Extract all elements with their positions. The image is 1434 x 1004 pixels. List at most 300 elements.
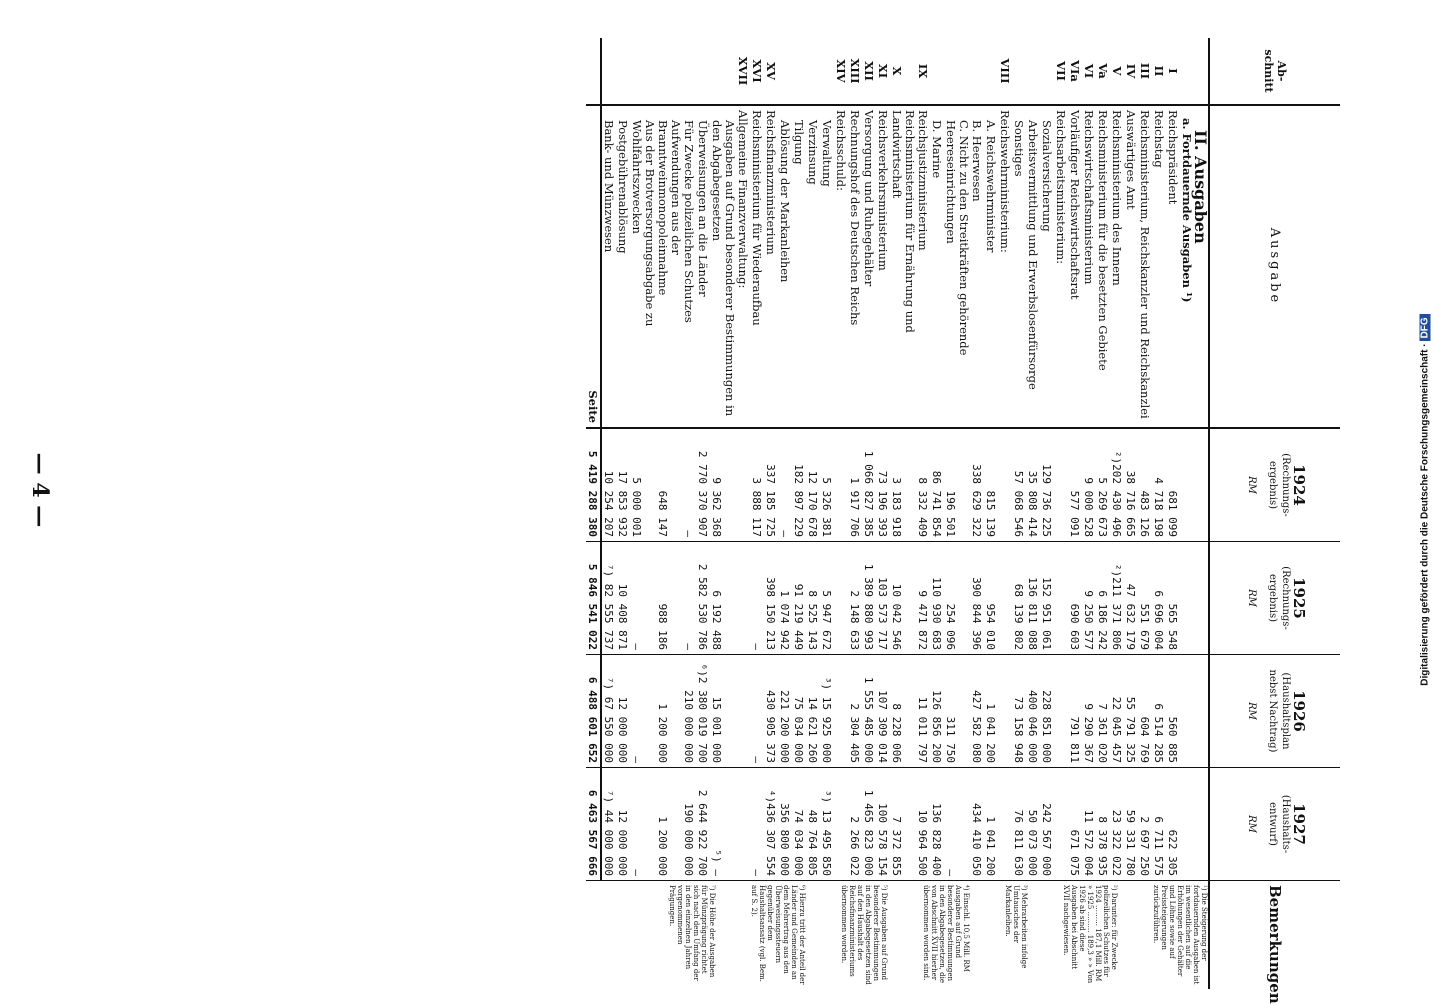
value-1927 — [736, 768, 750, 881]
row-description: Rechnungshof des Deutschen Reichs — [848, 105, 862, 428]
value-1924: 17 853 932 — [616, 428, 630, 542]
total-1926: 6 488 601 652 — [586, 655, 601, 768]
row-description: Auswärtiges Amt — [1124, 105, 1138, 428]
value-1926: 6 514 285 — [1152, 655, 1166, 768]
value-1924: 9 362 368 — [710, 428, 736, 542]
value-1926: 1 200 000 — [656, 655, 682, 768]
value-1924: 5 000 001 — [630, 428, 656, 542]
value-1924: 681 099 — [1166, 428, 1180, 542]
row-description: Reichsministerium, Reichskanzler und Reichskanzlei — [1138, 105, 1152, 428]
value-1924: 815 139 — [984, 428, 998, 542]
row-description: Sonstiges — [1012, 105, 1026, 428]
value-1926 — [998, 655, 1012, 768]
value-1925: ⁷) 82 555 737 — [601, 542, 616, 655]
section-number: VIII — [998, 38, 1012, 105]
value-1927: 11 572 004 — [1082, 768, 1096, 881]
row-description: B. Heerwesen — [970, 105, 984, 428]
value-1925: 9 250 577 — [1082, 542, 1096, 655]
row-description: Reichsministerium des Innern — [1110, 105, 1124, 428]
value-1926: ⁶)2 380 019 700 — [696, 655, 710, 768]
row-description: Reichswirtschaftsministerium — [1082, 105, 1096, 428]
value-1925: 47 632 179 — [1124, 542, 1138, 655]
value-1925 — [736, 542, 750, 655]
row-description: Reichstag — [1152, 105, 1166, 428]
table-row — [970, 38, 984, 989]
value-1926: 55 791 325 — [1124, 655, 1138, 768]
unit-1925: RM — [1246, 589, 1257, 607]
table-row — [696, 38, 710, 989]
value-1925 — [1054, 542, 1068, 655]
table-row — [820, 38, 834, 989]
value-1927: 8 378 935 — [1096, 768, 1110, 881]
value-1926: 8 228 006 — [890, 655, 916, 768]
section-number: III — [1138, 38, 1152, 105]
table-row — [682, 38, 696, 989]
value-1924: 5 326 381 — [820, 428, 834, 542]
header-1927 — [1209, 768, 1340, 881]
total-1925: 5 846 541 022 — [586, 542, 601, 655]
value-1927: 48 764 805 — [806, 768, 820, 881]
value-1925 — [834, 542, 848, 655]
section-number: XIV — [834, 38, 848, 105]
row-description: Reichswehrministerium: — [998, 105, 1012, 428]
table-row — [630, 38, 656, 989]
section-number: VI — [1082, 38, 1096, 105]
section-number — [682, 38, 696, 105]
value-1927 — [834, 768, 848, 881]
row-description: Verzinsung — [806, 105, 820, 428]
value-1927: 74 034 000 — [792, 768, 806, 881]
table-row — [998, 38, 1012, 989]
header-description: Ausgabe — [1209, 105, 1340, 428]
table-row — [876, 38, 890, 989]
footnote: ⁶) Hierzu tritt der Anteil der Länder und Gemeinden an dem Mehrertrag aus den Überweisungssteuern gegenüber dem Haushaltsansatz (vgl. Bem. auf S. 2). — [750, 885, 806, 985]
total-section — [586, 38, 601, 105]
row-description: Reichsministerium für die besetzten Gebiete — [1096, 105, 1110, 428]
value-1924: 3 183 918 — [890, 428, 916, 542]
footnote: ³) Mehrarbeiten infolge Umtausches der Markanleihen. — [1004, 885, 1028, 969]
value-1924: 5 269 673 — [1096, 428, 1110, 542]
value-1925: 1 074 942 — [778, 542, 792, 655]
value-1925: — — [630, 542, 656, 655]
section-number — [1040, 38, 1054, 105]
value-1926 — [736, 655, 750, 768]
table-row — [764, 38, 778, 989]
year-1926: 1926 — [1290, 690, 1308, 732]
value-1925: 103 573 717 — [876, 542, 890, 655]
row-description: A. Reichswehrminister — [984, 105, 998, 428]
table-row — [601, 38, 616, 989]
value-1925: ²)211 371 806 — [1110, 542, 1124, 655]
table-row — [736, 38, 750, 989]
table-row — [806, 38, 820, 989]
value-1925: 68 139 802 — [1012, 542, 1026, 655]
value-1926: 7 361 020 — [1096, 655, 1110, 768]
value-1926: 1 555 485 000 — [862, 655, 876, 768]
table-row — [1026, 38, 1040, 989]
page-number: — 4 — — [27, 452, 53, 528]
value-1924: 3 888 117 — [750, 428, 764, 542]
table-row — [930, 38, 944, 989]
value-1926: 430 905 373 — [764, 655, 778, 768]
table-row — [750, 38, 764, 989]
header-1926 — [1209, 655, 1340, 768]
section-number — [944, 38, 970, 105]
table-row — [944, 38, 970, 989]
value-1924: 1 917 706 — [848, 428, 862, 542]
unit-1927: RM — [1246, 815, 1257, 833]
table-row — [1012, 38, 1026, 989]
header-1924 — [1209, 428, 1340, 542]
section-number: Va — [1096, 38, 1110, 105]
value-1927: ⁴)436 307 554 — [764, 768, 778, 881]
value-1927: 2 644 922 700 — [696, 768, 710, 881]
value-1925: 551 679 — [1138, 542, 1152, 655]
value-1925: 988 186 — [656, 542, 682, 655]
footnote: ²) Darunter: für Zwecke polizeilichen Schutzes für 1924 ……… 187,1 Mill. RM » 1925 ……… 189,3 » » Von 1926 ab sind diese Ausgaben bei Abschnitt XVII nachgewiesen. — [1062, 885, 1118, 984]
value-1924: 2 770 370 907 — [696, 428, 710, 542]
section-number — [601, 38, 616, 105]
value-1925: 91 219 449 — [792, 542, 806, 655]
sub-1926: (Haushaltsplan nebst Nachtrag) — [1267, 669, 1291, 753]
subheading-row — [1180, 38, 1194, 989]
value-1924: 4 718 198 — [1152, 428, 1166, 542]
footnote: ¹) Die Steigerung der fortdauernden Ausgaben ist im wesentlichen auf die Erhöhungen der Gehälter und Löhne sowie auf Preissteigerungen zurückzuführen. — [1152, 885, 1208, 985]
value-1925: 9 471 872 — [916, 542, 930, 655]
value-1924: 577 091 — [1068, 428, 1082, 542]
value-1924: 35 808 414 — [1026, 428, 1040, 542]
value-1927: 6 711 575 — [1152, 768, 1166, 881]
value-1926: 126 856 200 — [930, 655, 944, 768]
header-1925 — [1209, 542, 1340, 655]
row-description: Postgebührenablösung — [616, 105, 630, 428]
section-number: VIa — [1068, 38, 1082, 105]
row-description: Ausgaben auf Grund besonderer Bestimmungen in den Abgabegesetzen — [710, 105, 736, 428]
value-1924: 182 897 229 — [792, 428, 806, 542]
table-row — [834, 38, 848, 989]
year-1925: 1925 — [1290, 577, 1308, 619]
footnote: ⁷) Die Höhe der Ausgaben für Münzprägung richtet sich nach dem Umfang der in den einzelnen Jahren vorgenommenen Prägungen. — [668, 885, 716, 981]
value-1926: 9 290 367 — [1082, 655, 1096, 768]
value-1924: 57 068 546 — [1012, 428, 1026, 542]
section-number: XVII — [736, 38, 750, 105]
row-description: Arbeitsvermittlung und Erwerbslosenfürsorge — [1026, 105, 1040, 428]
credit-text: Digitalisierung gefördert durch die Deutsche Forschungsgemeinschaft · — [1419, 343, 1431, 686]
value-1927 — [1054, 768, 1068, 881]
value-1925: 2 582 530 786 — [696, 542, 710, 655]
value-1926: 791 811 — [1068, 655, 1082, 768]
value-1927: 10 964 500 — [916, 768, 930, 881]
value-1927: 100 578 154 — [876, 768, 890, 881]
header-row — [1209, 38, 1340, 989]
section-number: XVI — [750, 38, 764, 105]
value-1927: 136 828 400 — [930, 768, 944, 881]
section-number — [630, 38, 656, 105]
value-1927: 190 000 000 — [682, 768, 696, 881]
value-1924 — [1054, 428, 1068, 542]
value-1926: 311 750 — [944, 655, 970, 768]
row-description: C. Nicht zu den Streitkräften gehörende Heereseinrichtungen — [944, 105, 970, 428]
value-1925 — [998, 542, 1012, 655]
value-1926: 15 001 000 — [710, 655, 736, 768]
value-1926: 14 621 260 — [806, 655, 820, 768]
row-description: Reichspräsident — [1166, 105, 1180, 428]
row-description: Reichsministerium für Wiederaufbau — [750, 105, 764, 428]
remarks-column — [601, 881, 1209, 990]
table-row — [1068, 38, 1082, 989]
value-1924: 1 066 827 385 — [862, 428, 876, 542]
section-number: IX — [916, 38, 930, 105]
value-1926: 210 000 000 — [682, 655, 696, 768]
value-1927: — — [944, 768, 970, 881]
value-1924: 483 126 — [1138, 428, 1152, 542]
table-row — [890, 38, 916, 989]
section-number: VII — [1054, 38, 1068, 105]
unit-1926: RM — [1246, 702, 1257, 720]
total-label: Seite — [586, 105, 601, 428]
value-1927: 2 697 250 — [1138, 768, 1152, 881]
value-1926: 11 011 797 — [916, 655, 930, 768]
value-1926: ³) 15 925 000 — [820, 655, 834, 768]
value-1926: 1 041 200 — [984, 655, 998, 768]
value-1926: 228 851 000 — [1040, 655, 1054, 768]
page-number-box — [10, 440, 70, 540]
value-1925: 152 951 061 — [1040, 542, 1054, 655]
table-row — [778, 38, 792, 989]
value-1924: 648 147 — [656, 428, 682, 542]
section-number — [1012, 38, 1026, 105]
value-1925: 6 192 488 — [710, 542, 736, 655]
row-description: Tilgung — [792, 105, 806, 428]
value-1926: 2 304 405 — [848, 655, 862, 768]
value-1924: ²)202 430 496 — [1110, 428, 1124, 542]
row-description: Aufwendungen aus der Branntweinmonopoleinnahme — [656, 105, 682, 428]
value-1926: 400 046 000 — [1026, 655, 1040, 768]
value-1927: ⁵) — — [710, 768, 736, 881]
value-1926: — — [630, 655, 656, 768]
value-1924: — — [682, 428, 696, 542]
value-1924: 38 716 665 — [1124, 428, 1138, 542]
value-1925: 398 150 213 — [764, 542, 778, 655]
value-1926: 22 045 457 — [1110, 655, 1124, 768]
value-1926: 221 200 000 — [778, 655, 792, 768]
section-number: II — [1152, 38, 1166, 105]
value-1925: 6 186 242 — [1096, 542, 1110, 655]
budget-table — [586, 38, 1340, 1004]
section-number — [930, 38, 944, 105]
value-1925: 6 696 004 — [1152, 542, 1166, 655]
value-1925: — — [750, 542, 764, 655]
table-row — [1152, 38, 1166, 989]
table-row — [1138, 38, 1152, 989]
row-description: Ablösung der Markanleihen — [778, 105, 792, 428]
unit-1924: RM — [1246, 476, 1257, 494]
row-description: Allgemeine Finanzverwaltung: — [736, 105, 750, 428]
table-row — [862, 38, 876, 989]
section-number: XIII — [848, 38, 862, 105]
total-row — [586, 38, 601, 989]
row-description: Aus der Brotversorgungsabgabe zu Wohlfahrtszwecken — [630, 105, 656, 428]
value-1924: 86 741 854 — [930, 428, 944, 542]
value-1925: 10 042 546 — [890, 542, 916, 655]
sub-1927: (Haushalts- entwurf) — [1267, 794, 1291, 854]
value-1924: 8 332 409 — [916, 428, 930, 542]
value-1925: 1 389 880 993 — [862, 542, 876, 655]
header-section: Ab- schnitt — [1209, 38, 1340, 105]
value-1925: 954 010 — [984, 542, 998, 655]
value-1927: — — [630, 768, 656, 881]
value-1927: 50 073 000 — [1026, 768, 1040, 881]
value-1927: 242 567 000 — [1040, 768, 1054, 881]
value-1927: 434 410 050 — [970, 768, 984, 881]
value-1927: 1 465 823 000 — [862, 768, 876, 881]
value-1927: ³) 13 495 850 — [820, 768, 834, 881]
total-1924: 5 419 288 380 — [586, 428, 601, 542]
section-number: V — [1110, 38, 1124, 105]
value-1926: 12 000 000 — [616, 655, 630, 768]
table-row — [916, 38, 930, 989]
table-body — [586, 38, 1209, 989]
value-1925: 2 148 633 — [848, 542, 862, 655]
section-number — [710, 38, 736, 105]
table-row — [1082, 38, 1096, 989]
table-row — [984, 38, 998, 989]
row-description: Für Zwecke polizeilichen Schutzes — [682, 105, 696, 428]
value-1925: 110 930 683 — [930, 542, 944, 655]
value-1927: 7 372 855 — [890, 768, 916, 881]
value-1927: — — [750, 768, 764, 881]
value-1927: ⁷) 44 000 000 — [601, 768, 616, 881]
value-1926: 75 034 000 — [792, 655, 806, 768]
row-description: Reichsministerium für Ernährung und Landwirtschaft — [890, 105, 916, 428]
table-row — [1054, 38, 1068, 989]
value-1926 — [1054, 655, 1068, 768]
value-1924: 10 254 207 — [601, 428, 616, 542]
row-description: Sozialversicherung — [1040, 105, 1054, 428]
section-number — [792, 38, 806, 105]
section-number: XV — [764, 38, 778, 105]
sub-1925: (Rechnungs- ergebnis) — [1267, 566, 1291, 630]
section-number: I — [1166, 38, 1180, 105]
value-1926: 73 158 948 — [1012, 655, 1026, 768]
value-1926: 107 309 014 — [876, 655, 890, 768]
table-row — [792, 38, 806, 989]
value-1924: 129 736 225 — [1040, 428, 1054, 542]
value-1925: 390 844 396 — [970, 542, 984, 655]
value-1924 — [736, 428, 750, 542]
year-1924: 1924 — [1290, 464, 1308, 506]
table-row — [1096, 38, 1110, 989]
section-number — [984, 38, 998, 105]
value-1925: — — [682, 542, 696, 655]
row-description: Reichsverkehrsministerium — [876, 105, 890, 428]
section-number: XII — [862, 38, 876, 105]
table-row — [710, 38, 736, 989]
value-1925: 10 408 871 — [616, 542, 630, 655]
row-description: Versorgung und Ruhegehälter — [862, 105, 876, 428]
row-description: Überweisungen an die Länder — [696, 105, 710, 428]
value-1927: 1 041 200 — [984, 768, 998, 881]
sub-1924: (Rechnungs- ergebnis) — [1267, 453, 1291, 517]
section-number: XI — [876, 38, 890, 105]
value-1925: 254 096 — [944, 542, 970, 655]
value-1924: 12 170 678 — [806, 428, 820, 542]
budget-table-rotated — [78, 38, 1340, 1004]
value-1926: ⁷) 67 550 000 — [601, 655, 616, 768]
footnote: ⁵) Die Ausgaben auf Grund besonderer Bestimmungen in den Abgabegesetzen sind auf den Haushalt des Reichsfinanzministeriums übernommen worden. — [840, 885, 888, 985]
table-row — [1040, 38, 1054, 989]
row-description: Vorläufiger Reichswirtschaftsrat — [1068, 105, 1082, 428]
value-1925: 690 603 — [1068, 542, 1082, 655]
value-1925: 8 525 143 — [806, 542, 820, 655]
value-1925: 565 548 — [1166, 542, 1180, 655]
value-1924 — [834, 428, 848, 542]
value-1924: 9 000 528 — [1082, 428, 1096, 542]
section-number — [806, 38, 820, 105]
value-1924: 338 629 322 — [970, 428, 984, 542]
value-1926: 560 885 — [1166, 655, 1180, 768]
value-1927: 76 811 630 — [1012, 768, 1026, 881]
section-number — [820, 38, 834, 105]
row-description: Verwaltung — [820, 105, 834, 428]
table-row — [1110, 38, 1124, 989]
section-number — [778, 38, 792, 105]
value-1924: 196 501 — [944, 428, 970, 542]
row-description: Bank- und Münzwesen — [601, 105, 616, 428]
value-1927 — [998, 768, 1012, 881]
value-1924 — [998, 428, 1012, 542]
value-1927: 356 800 000 — [778, 768, 792, 881]
table-row — [848, 38, 862, 989]
total-1927: 6 463 567 666 — [586, 768, 601, 881]
value-1926: — — [750, 655, 764, 768]
value-1924: 337 185 725 — [764, 428, 778, 542]
side-credit — [1418, 8, 1432, 992]
table-row — [656, 38, 682, 989]
value-1927: 23 322 022 — [1110, 768, 1124, 881]
section-number: IV — [1124, 38, 1138, 105]
value-1925: 136 811 088 — [1026, 542, 1040, 655]
section-number — [970, 38, 984, 105]
heading-row — [1194, 38, 1209, 989]
section-number — [1026, 38, 1040, 105]
table-row — [1166, 38, 1180, 989]
section-number — [656, 38, 682, 105]
value-1927: 671 075 — [1068, 768, 1082, 881]
table-row — [616, 38, 630, 989]
subheading: a. Fortdauernde Ausgaben ¹) — [1180, 105, 1194, 428]
year-1927: 1927 — [1290, 803, 1308, 845]
value-1924: 73 196 393 — [876, 428, 890, 542]
value-1927: 622 305 — [1166, 768, 1180, 881]
value-1927: 1 200 000 — [656, 768, 682, 881]
row-description: Reichsarbeitsministerium: — [1054, 105, 1068, 428]
value-1926 — [834, 655, 848, 768]
value-1927: 12 000 000 — [616, 768, 630, 881]
value-1925: 5 947 672 — [820, 542, 834, 655]
value-1926: 427 582 080 — [970, 655, 984, 768]
row-description: Reichsschuld: — [834, 105, 848, 428]
value-1927: 2 266 022 — [848, 768, 862, 881]
row-description: Reichsjustizministerium — [916, 105, 930, 428]
section-number: X — [890, 38, 916, 105]
header-remarks: Bemerkungen — [1209, 881, 1340, 990]
section-number — [696, 38, 710, 105]
dfg-logo: DFG — [1420, 314, 1431, 341]
section-heading: II. Ausgaben — [1194, 105, 1209, 428]
section-number — [616, 38, 630, 105]
footnote: ⁴) Einschl. 10,5 Mill. RM Ausgaben auf Grund besonderer Bestimmungen in den Abgabegesetzen, die von Abschnitt XVII hierher übernommen worden sind. — [922, 885, 970, 983]
